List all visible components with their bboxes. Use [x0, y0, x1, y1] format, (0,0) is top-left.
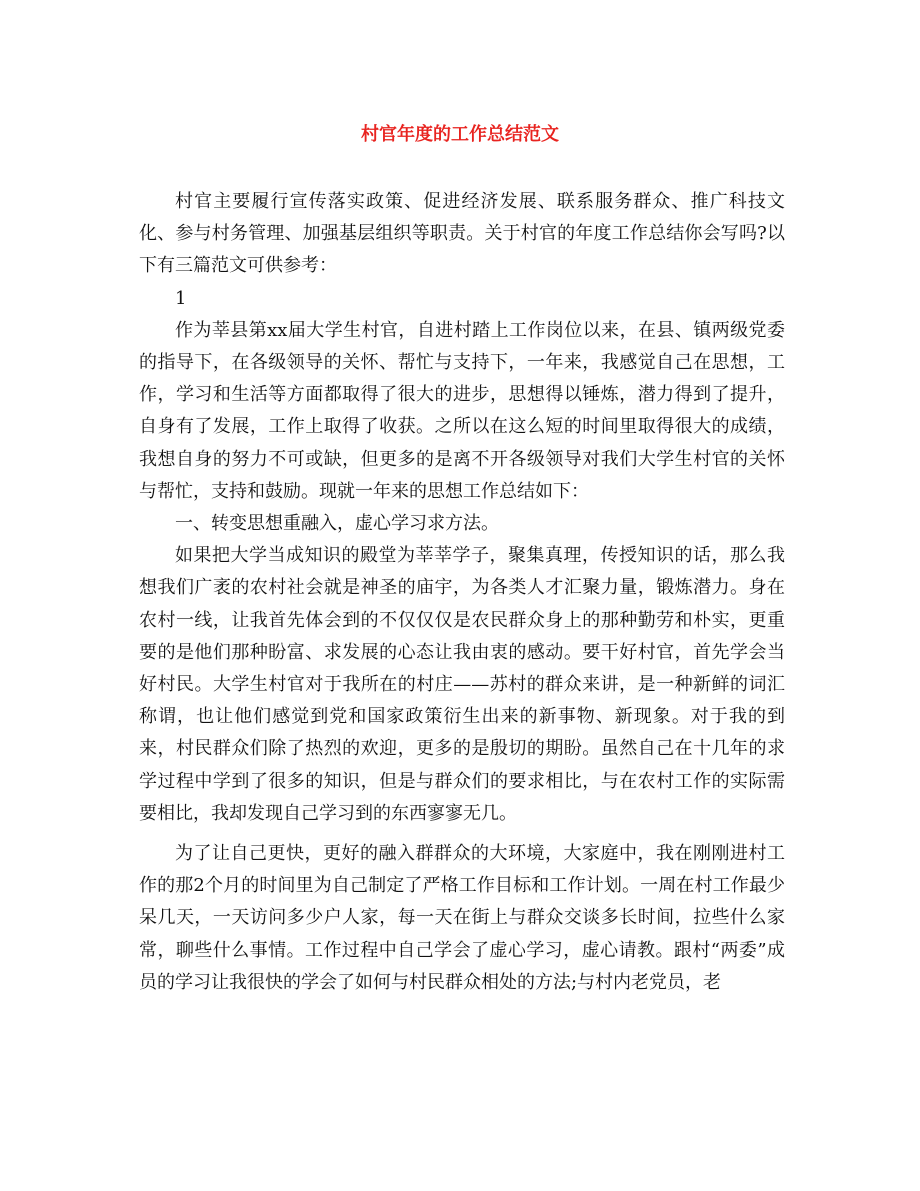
paragraph-overview: 作为莘县第xx届大学生村官，自进村踏上工作岗位以来，在县、镇两级党委的指导下，在各级领导的关怀、帮忙与支持下，一年来，我感觉自己在思想，工作，学习和生活等方面都取得了很大的进步，思想得以锤炼，潜力得到了提升，自身有了发展，工作上取得了收获。之所以在这么短的时间里取得很大的成绩，我想自身的努力不可或缺，但更多的是离不开各级领导对我们大学生村官的关怀与帮忙，支持和鼓励。现就一年来的思想工作总结如下：	[139, 319, 785, 502]
document-title: 村官年度的工作总结范文	[361, 124, 559, 145]
paragraph-heading-1: 一、转变思想重融入，虚心学习求方法。	[175, 513, 499, 535]
paragraph-body-1: 如果把大学当成知识的殿堂为莘莘学子，聚集真理，传授知识的话，那么我想我们广袤的农村社会就是神圣的庙宇，为各类人才汇聚力量，锻炼潜力。身在农村一线，让我首先体会到的不仅仅仅是农民群众身上的那种勤劳和朴实，更重要的是他们那种盼富、求发展的心态让我由衷的感动。要干好村官，首先学会当好村民。大学生村官对于我所在的村庄——苏村的群众来讲，是一种新鲜的词汇称谓，也让他们感觉到党和国家政策衍生出来的新事物、新现象。对于我的到来，村民群众们除了热烈的欢迎，更多的是殷切的期盼。虽然自己在十几年的求学过程中学到了很多的知识，但是与群众们的要求相比，与在农村工作的实际需要相比，我却发现自己学习到的东西寥寥无几。	[139, 545, 785, 824]
paragraph-body-2: 为了让自己更快，更好的融入群群众的大环境，大家庭中，我在刚刚进村工作的那2个月的时间里为自己制定了严格工作目标和工作计划。一周在村工作最少呆几天，一天访问多少户人家，每一天在街上与群众交谈多长时间，拉些什么家常，聊些什么事情。工作过程中自己学会了虚心学习，虚心请教。跟村“两委”成员的学习让我很快的学会了如何与村民群众相处的方法;与村内老党员，老	[139, 843, 785, 993]
paragraph-intro: 村官主要履行宣传落实政策、促进经济发展、联系服务群众、推广科技文化、参与村务管理、加强基层组织等职责。关于村官的年度工作总结你会写吗?以下有三篇范文可供参考：	[139, 191, 785, 277]
paragraph-section-number: 1	[175, 287, 187, 309]
document-body	[139, 186, 785, 999]
